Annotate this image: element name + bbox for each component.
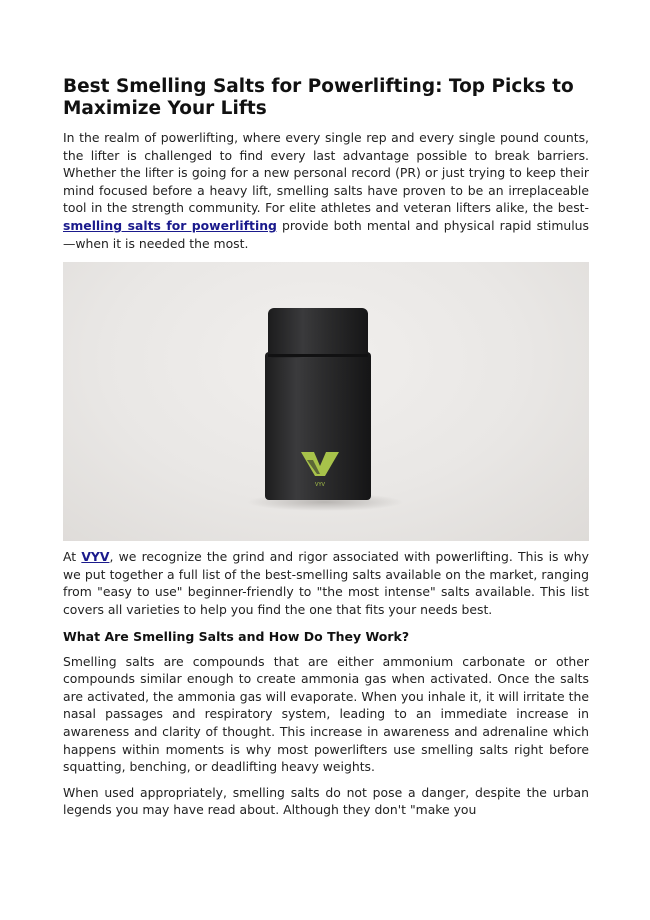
how-it-works-paragraph: Smelling salts are compounds that are either ammonium carbonate or other compounds similar enough to create ammonia gas when activated. Once the salts are activated, the ammonia gas will evaporate. When you inhale it, it will irritate the nasal passages and respiratory system, leading to an immediate increase in awareness and clarity of thought. This increase in awareness and adrenaline which happens within moments is why most powerlifters use smelling salts right before squatting, benching, or deadlifting heavy weights. <box>63 653 589 775</box>
bottle-illustration <box>63 262 589 541</box>
bottle-logo-text: VYV <box>315 482 325 489</box>
vyv-prefix: At <box>63 549 82 565</box>
product-image <box>63 262 589 541</box>
intro-paragraph <box>63 129 589 252</box>
safety-paragraph: When used appropriately, smelling salts do not pose a danger, despite the urban legends you may have read about. Although they don't "make you <box>63 784 589 818</box>
article-title: Best Smelling Salts for Powerlifting: Top Picks to Maximize Your Lifts <box>63 76 574 119</box>
vyv-link[interactable]: VYV <box>81 549 110 565</box>
section-heading: What Are Smelling Salts and How Do They Work? <box>63 628 410 644</box>
bottle-body <box>265 352 371 500</box>
article-body <box>63 76 589 819</box>
intro-text-end: provide both mental and physical rapid stimulus—when it is needed the most. <box>63 217 589 251</box>
vyv-text: , we recognize the grind and rigor associated with powerlifting. This is why we put together a full list of the best-smelling salts available on the market, ranging from "easy to use" beginner-friendly to "the most intense" salts available. This list covers all varieties to help you find the one that fits your needs best. <box>63 549 589 617</box>
vyv-paragraph <box>63 548 589 618</box>
smelling-salts-link[interactable]: smelling salts for powerlifting <box>63 217 277 233</box>
intro-text-start: In the realm of powerlifting, where every single rep and every single pound counts, the lifter is challenged to find every last advantage possible to break barriers. Whether the lifter is going for a new personal record (PR) or just trying to keep their mind focused before a heavy lift, smelling salts have proven to be an irreplaceable tool in the strength community. For elite athletes and veteran lifters alike, the best- <box>63 130 589 216</box>
bottle-cap <box>268 308 368 358</box>
